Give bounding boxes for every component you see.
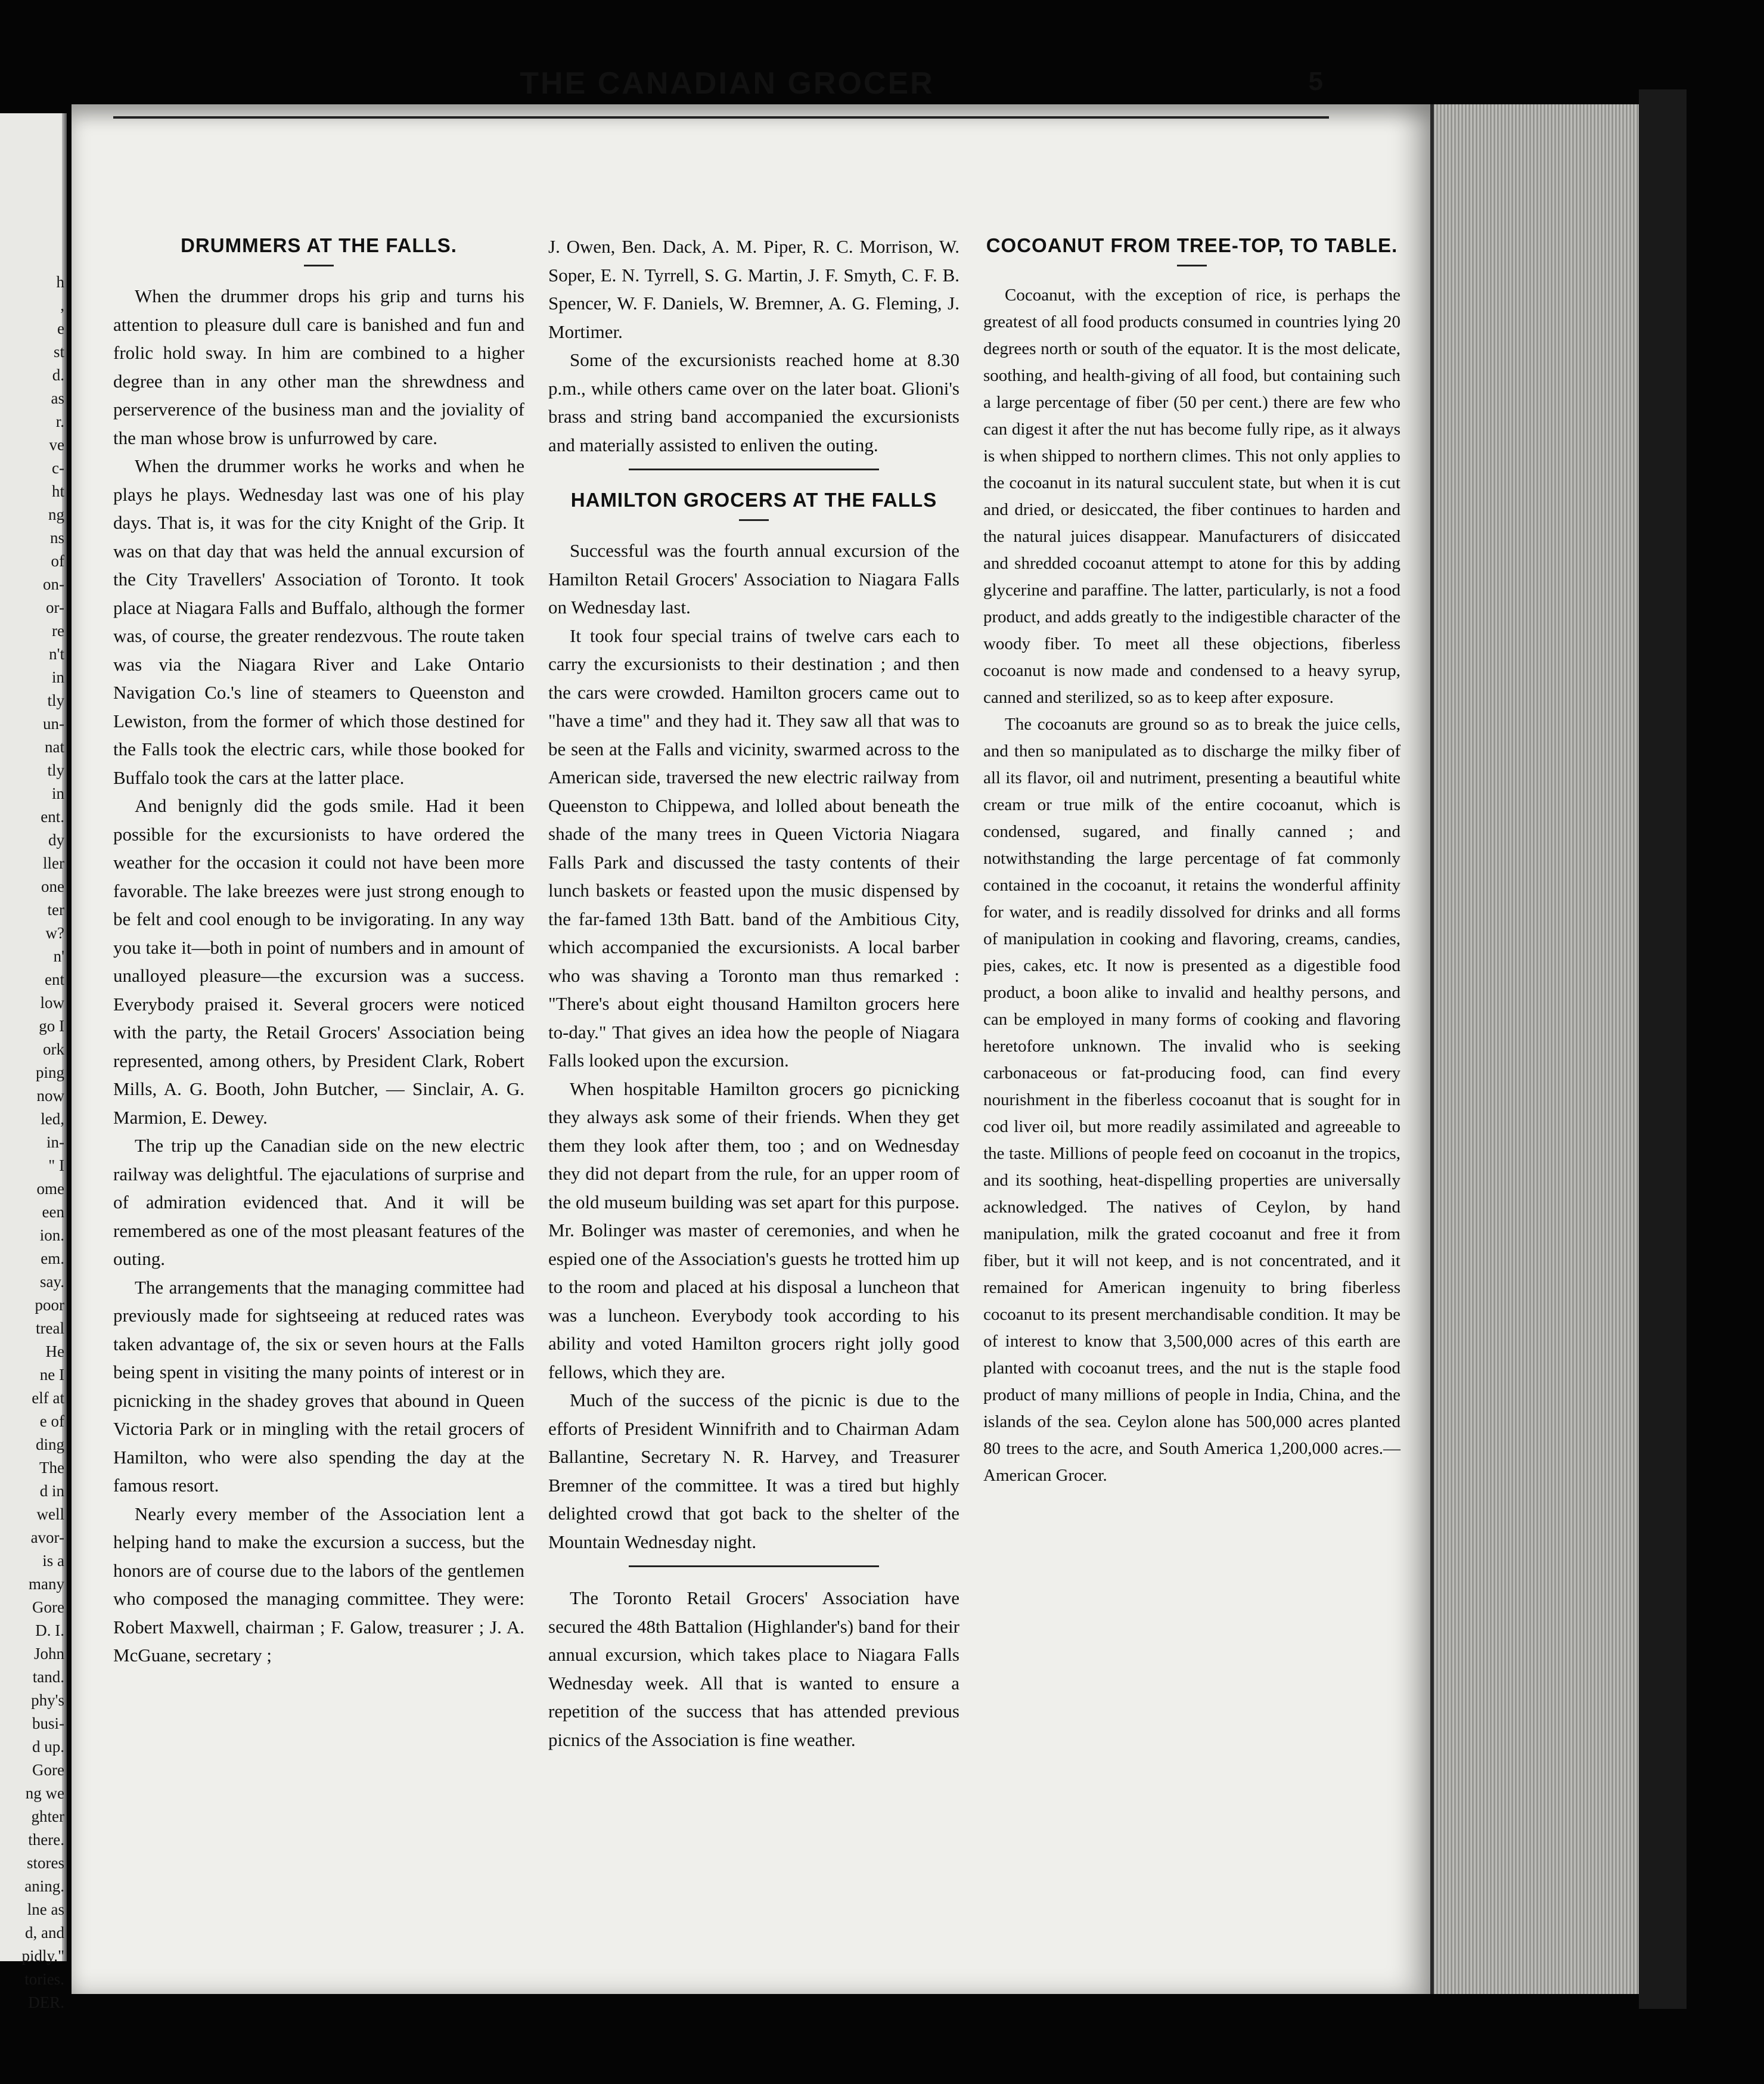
margin-fragment: tly: [47, 691, 64, 709]
margin-fragment: d up.: [32, 1738, 64, 1756]
margin-fragment: DER.: [28, 1993, 64, 2011]
margin-fragment: em.: [41, 1249, 64, 1267]
paragraph: Cocoanut, with the exception of rice, is perhaps the greatest of all food products consumed in countries lying 20 degrees north or south of the equator. It is the most delicate, soothing, and health-giving of all food, but containing such a large percentage of fiber (50 per cent.) there are few who can digest it after the nut has become fully ripe, as it always is when shipped to northern climes. This not only applies to the cocoanut in its natural succulent state, but when it is cut and dried, or desiccated, the fiber continues to harden and the natural juices disappear. Manufacturers of disiccated and shredded cocoanut attempt to atone for this by adding glycerine and paraffine. The latter, particularly, is not a food product, and adds greatly to the indigestible character of the woody fiber. To meet all these objections, fiberless cocoanut is now made and condensed to a heavy syrup, canned and sterilized, so as to keep after exposure.: [983, 286, 1400, 707]
column-drummers: [113, 232, 524, 1670]
heading-dash: [739, 519, 769, 521]
margin-fragment: " I: [48, 1156, 64, 1174]
column-hamilton: [548, 232, 959, 1754]
margin-fragment: un-: [43, 715, 64, 733]
margin-fragment: ter: [47, 901, 64, 919]
margin-fragment: Gore: [32, 1761, 64, 1779]
margin-fragment: d in: [39, 1482, 64, 1500]
paragraph: Nearly every member of the Association lent a helping hand to make the excursion a success, but the honors are of course due to the labors of the gentlemen who composed the managing committee. They were: Robert Maxwell, chairman ; F. Galow, treasurer ; J. A. McGuane, secretary ;: [113, 1503, 524, 1666]
margin-fragment: r.: [55, 413, 64, 430]
margin-fragment: ding: [35, 1435, 64, 1453]
margin-fragment: low: [40, 994, 64, 1012]
margin-fragment: He: [45, 1342, 64, 1360]
margin-fragment: treal: [36, 1319, 64, 1337]
masthead-title: THE CANADIAN GROCER: [520, 66, 934, 101]
margin-fragment: ng we: [25, 1784, 64, 1802]
margin-fragment: re: [52, 622, 64, 640]
margin-fragment: e: [57, 320, 64, 337]
heading-hamilton: HAMILTON GROCERS AT THE FALLS: [570, 489, 937, 511]
margin-fragment: in: [51, 784, 64, 802]
margin-fragment: busi-: [32, 1714, 64, 1732]
paragraph: It took four special trains of twelve cars each to carry the excursionists to their destination ; and then the cars were crowded. Hamilton grocers came out to "have a time" and they had it. They saw all that was to be seen at the Falls and vicinity, swarmed across to the American side, traversed the new electric railway from Queenston to Chippewa, and lolled about beneath the shade of the many trees in Queen Victoria Niagara Falls Park and discussed the tasty contents of their lunch baskets or feasted upon the music dispensed by the far-famed 13th Batt. band of the Ambitious City, which accompanied the excursionists. A local barber who was shaving a Toronto man thus remarked : "There's about eight thousand Hamilton grocers here to-day." That gives an idea how the people of Niagara Falls looked upon the excursion.: [548, 625, 959, 1071]
margin-fragment: in: [51, 668, 64, 686]
paragraph: When hospitable Hamilton grocers go picnicking they always ask some of their friends. When they get them they look after them, too ; and on Wednesday they did not depart from the rule, for an upper room of the old museum building was set apart for this purpose. Mr. Bolinger was master of ceremonies, and when he espied one of the Association's guests he trotted him up to the room and placed at his disposal a luncheon that was a luncheon. Everybody took according to his ability and voted Hamilton grocers right jolly good fellows, which they are.: [548, 1078, 959, 1382]
margin-fragment: there.: [28, 1831, 64, 1849]
margin-fragment: of: [51, 552, 64, 570]
margin-fragment: led,: [41, 1110, 64, 1128]
page-number: 5: [1308, 67, 1323, 96]
margin-fragment: ns: [49, 529, 64, 547]
heading-cocoanut: COCOANUT FROM TREE-TOP, TO TABLE.: [986, 234, 1398, 256]
margin-fragment: one: [41, 877, 64, 895]
margin-fragment: go I: [39, 1017, 64, 1035]
paragraph: When the drummer works he works and when he plays he plays. Wednesday last was one of his play days. That is, it was for the city Knight of the Grip. It was on that day that was held the annual excursion of the City Travellers' Association of Toronto. It took place at Niagara Falls and Buffalo, although the former was, of course, the greater rendezvous. The route taken was via the Niagara River and Lake Ontario Navigation Co.'s line of steamers to Queenston and Lewiston, from the former of which those destined for the Falls took the electric cars, while those booked for Buffalo took the cars at the latter place.: [113, 455, 524, 788]
margin-fragment: lne as: [27, 1900, 64, 1918]
margin-fragment: n't: [49, 645, 64, 663]
margin-fragment: tories.: [24, 1970, 64, 1988]
section-rule: [629, 469, 879, 470]
margin-fragment: ghter: [31, 1807, 64, 1825]
heading-dash: [1177, 265, 1207, 266]
margin-fragment: tand.: [32, 1668, 64, 1686]
paragraph: Successful was the fourth annual excursion of the Hamilton Retail Grocers' Association to Niagara Falls on Wednesday last.: [548, 540, 959, 618]
margin-fragment: ve: [49, 436, 64, 454]
columns-area: [72, 104, 1430, 1994]
paragraph: The cocoanuts are ground so as to break the juice cells, and then so manipulated as to discharge the milky fiber of all its flavor, oil and nutriment, presenting a beautiful white cream or true milk of the entire cocoanut, which is condensed, sugared, and finally canned ; and notwithstanding the large percentage of fat commonly contained in the cocoanut, it retains the wonderful affinity for water, and is readily dissolved for drinks and all forms of manipulation in cooking and flavoring, creams, candies, pies, cakes, etc. It now is presented as a digestible food product, a boon alike to invalid and healthy persons, and can be employed in many forms of cooking and flavoring heretofore unknown. The invalid who is seeking carbonaceous or fat-producing food, can find every nourishment in the fiberless cocoanut that is sought for in cod liver oil, but more readily assimilated and agreeable to the taste. Millions of people feed on cocoanut in the tropics, and its soothing, heat-dispelling properties are universally acknowledged. The natives of Ceylon, by hand manipulation, milk the grated cocoanut and free it from fiber, but it will not keep, and is not concentrated, and it remained for American ingenuity to bring fiberless cocoanut to its present merchandisable condition. It may be of interest to know that 3,500,000 acres of this earth are planted with cocoanut trees, and the nut is the staple food product of many millions of people in India, China, and the islands of the sea. Ceylon alone has 500,000 acres planted 80 trees to the acre, and South America 1,200,000 acres.—American Grocer.: [983, 715, 1400, 1485]
page-edges: [1430, 104, 1642, 1994]
margin-fragment: ome: [36, 1180, 64, 1198]
margin-fragment: ent: [45, 970, 64, 988]
margin-fragment: n': [53, 947, 64, 965]
margin-fragment: w?: [45, 924, 64, 942]
margin-fragment: ht: [51, 482, 64, 500]
margin-fragment: ion.: [39, 1226, 64, 1244]
margin-fragment: d.: [52, 366, 64, 384]
margin-fragment: e of: [39, 1412, 64, 1430]
margin-fragment: now: [36, 1087, 64, 1105]
margin-fragment: as: [51, 389, 64, 407]
margin-fragment: many: [29, 1575, 64, 1593]
paragraph: When the drummer drops his grip and turns his attention to pleasure dull care is banished and fun and frolic hold sway. In him are combined to a higher degree than in any other man the shrewdness and perserverence of the business man and the joviality of the man whose brow is unfurrowed by care.: [113, 286, 524, 448]
margin-fragment: phy's: [31, 1691, 64, 1709]
paragraph: The Toronto Retail Grocers' Association have secured the 48th Battalion (Highlander's) band for their annual excursion, which takes place to Niagara Falls Wednesday week. All that is wanted to ensure a repetition of the success that has attended previous picnics of the Association is fine weather.: [548, 1587, 959, 1750]
margin-fragment: tly: [47, 761, 64, 779]
margin-fragment: poor: [35, 1296, 64, 1314]
book-cover: [1639, 89, 1687, 2009]
paragraph: Some of the excursionists reached home at 8.30 p.m., while others came over on the later boat. Glioni's brass and string band accompanied the excursionists and materially assisted to enliven the outing.: [548, 349, 959, 455]
margin-fragment: nat: [45, 738, 64, 756]
margin-fragment: D. I.: [35, 1621, 64, 1639]
section-rule: [629, 1565, 879, 1567]
paragraph: And benignly did the gods smile. Had it been possible for the excursionists to have ordered the weather for the occasion it could not have been more favorable. The lake breezes were just strong enough to be felt and cool enough to be invigorating. In any way you take it—both in point of numbers and in amount of unalloyed pleasure—the excursion was a success. Everybody praised it. Several grocers were noticed with the party, the Retail Grocers' Association being represented, among others, by President Clark, Robert Mills, A. G. Booth, John Butcher, — Sinclair, A. G. Marmion, E. Dewey.: [113, 795, 524, 1128]
margin-fragment: d, and: [25, 1924, 64, 1942]
paragraph: The trip up the Canadian side on the new electric railway was delightful. The ejaculations of surprise and of admiration evidenced that. And it will be remembered as one of the most pleasant features of the outing.: [113, 1135, 524, 1269]
margin-fragment: st: [53, 343, 64, 361]
margin-fragment: dy: [48, 831, 64, 849]
margin-fragment: in-: [46, 1133, 64, 1151]
left-page-sliver: [0, 113, 67, 2011]
margin-fragment: on-: [43, 575, 64, 593]
margin-fragment: stores: [27, 1854, 64, 1872]
margin-fragment: say.: [40, 1273, 64, 1291]
margin-fragment: ller: [43, 854, 64, 872]
margin-fragment: John: [33, 1645, 64, 1663]
margin-fragment: c-: [52, 459, 64, 477]
margin-fragment: pidly.": [21, 1947, 64, 1965]
margin-fragment: aning.: [24, 1877, 64, 1895]
paragraph: Much of the success of the picnic is due to the efforts of President Winnifrith and to Chairman Adam Ballantine, Secretary N. R. Harvey, and Treasurer Bremner of the committee. It was a tired but highly delighted crowd that got back to the shelter of the Mountain Wednesday night.: [548, 1390, 959, 1552]
paragraph: J. Owen, Ben. Dack, A. M. Piper, R. C. Morrison, W. Soper, E. N. Tyrrell, S. G. Martin, J. F. Smyth, C. F. B. Spencer, W. F. Daniels, W. Bremner, A. G. Fleming, J. Mortimer.: [548, 236, 959, 342]
margin-fragment: The: [39, 1459, 64, 1477]
margin-fragment: ng: [48, 506, 64, 523]
margin-fragment: ork: [43, 1040, 64, 1058]
margin-fragment: avor-: [30, 1528, 64, 1546]
column-cocoanut: [983, 232, 1400, 1489]
margin-fragment: ent.: [41, 808, 64, 826]
margin-fragment: ping: [35, 1063, 64, 1081]
heading-dash: [304, 265, 334, 266]
margin-fragment: is a: [42, 1552, 64, 1570]
margin-fragment: Gore: [32, 1598, 64, 1616]
margin-fragment: een: [42, 1203, 64, 1221]
margin-fragment: ne I: [39, 1366, 64, 1384]
heading-drummers: DRUMMERS AT THE FALLS.: [181, 234, 457, 256]
margin-fragment: ,: [60, 296, 64, 314]
margin-fragment: well: [36, 1505, 64, 1523]
margin-fragment: h: [56, 273, 64, 291]
margin-fragment: or-: [46, 598, 64, 616]
paragraph: The arrangements that the managing committee had previously made for sightseeing at reduced rates was taken advantage of, the six or seven hours at the Falls being spent in visiting the many points of interest or in picnicking in the shadey groves that abound in Queen Victoria Park or in mingling with the retail grocers of Hamilton, who were also spending the day at the famous resort.: [113, 1276, 524, 1496]
margin-fragment: elf at: [32, 1389, 64, 1407]
